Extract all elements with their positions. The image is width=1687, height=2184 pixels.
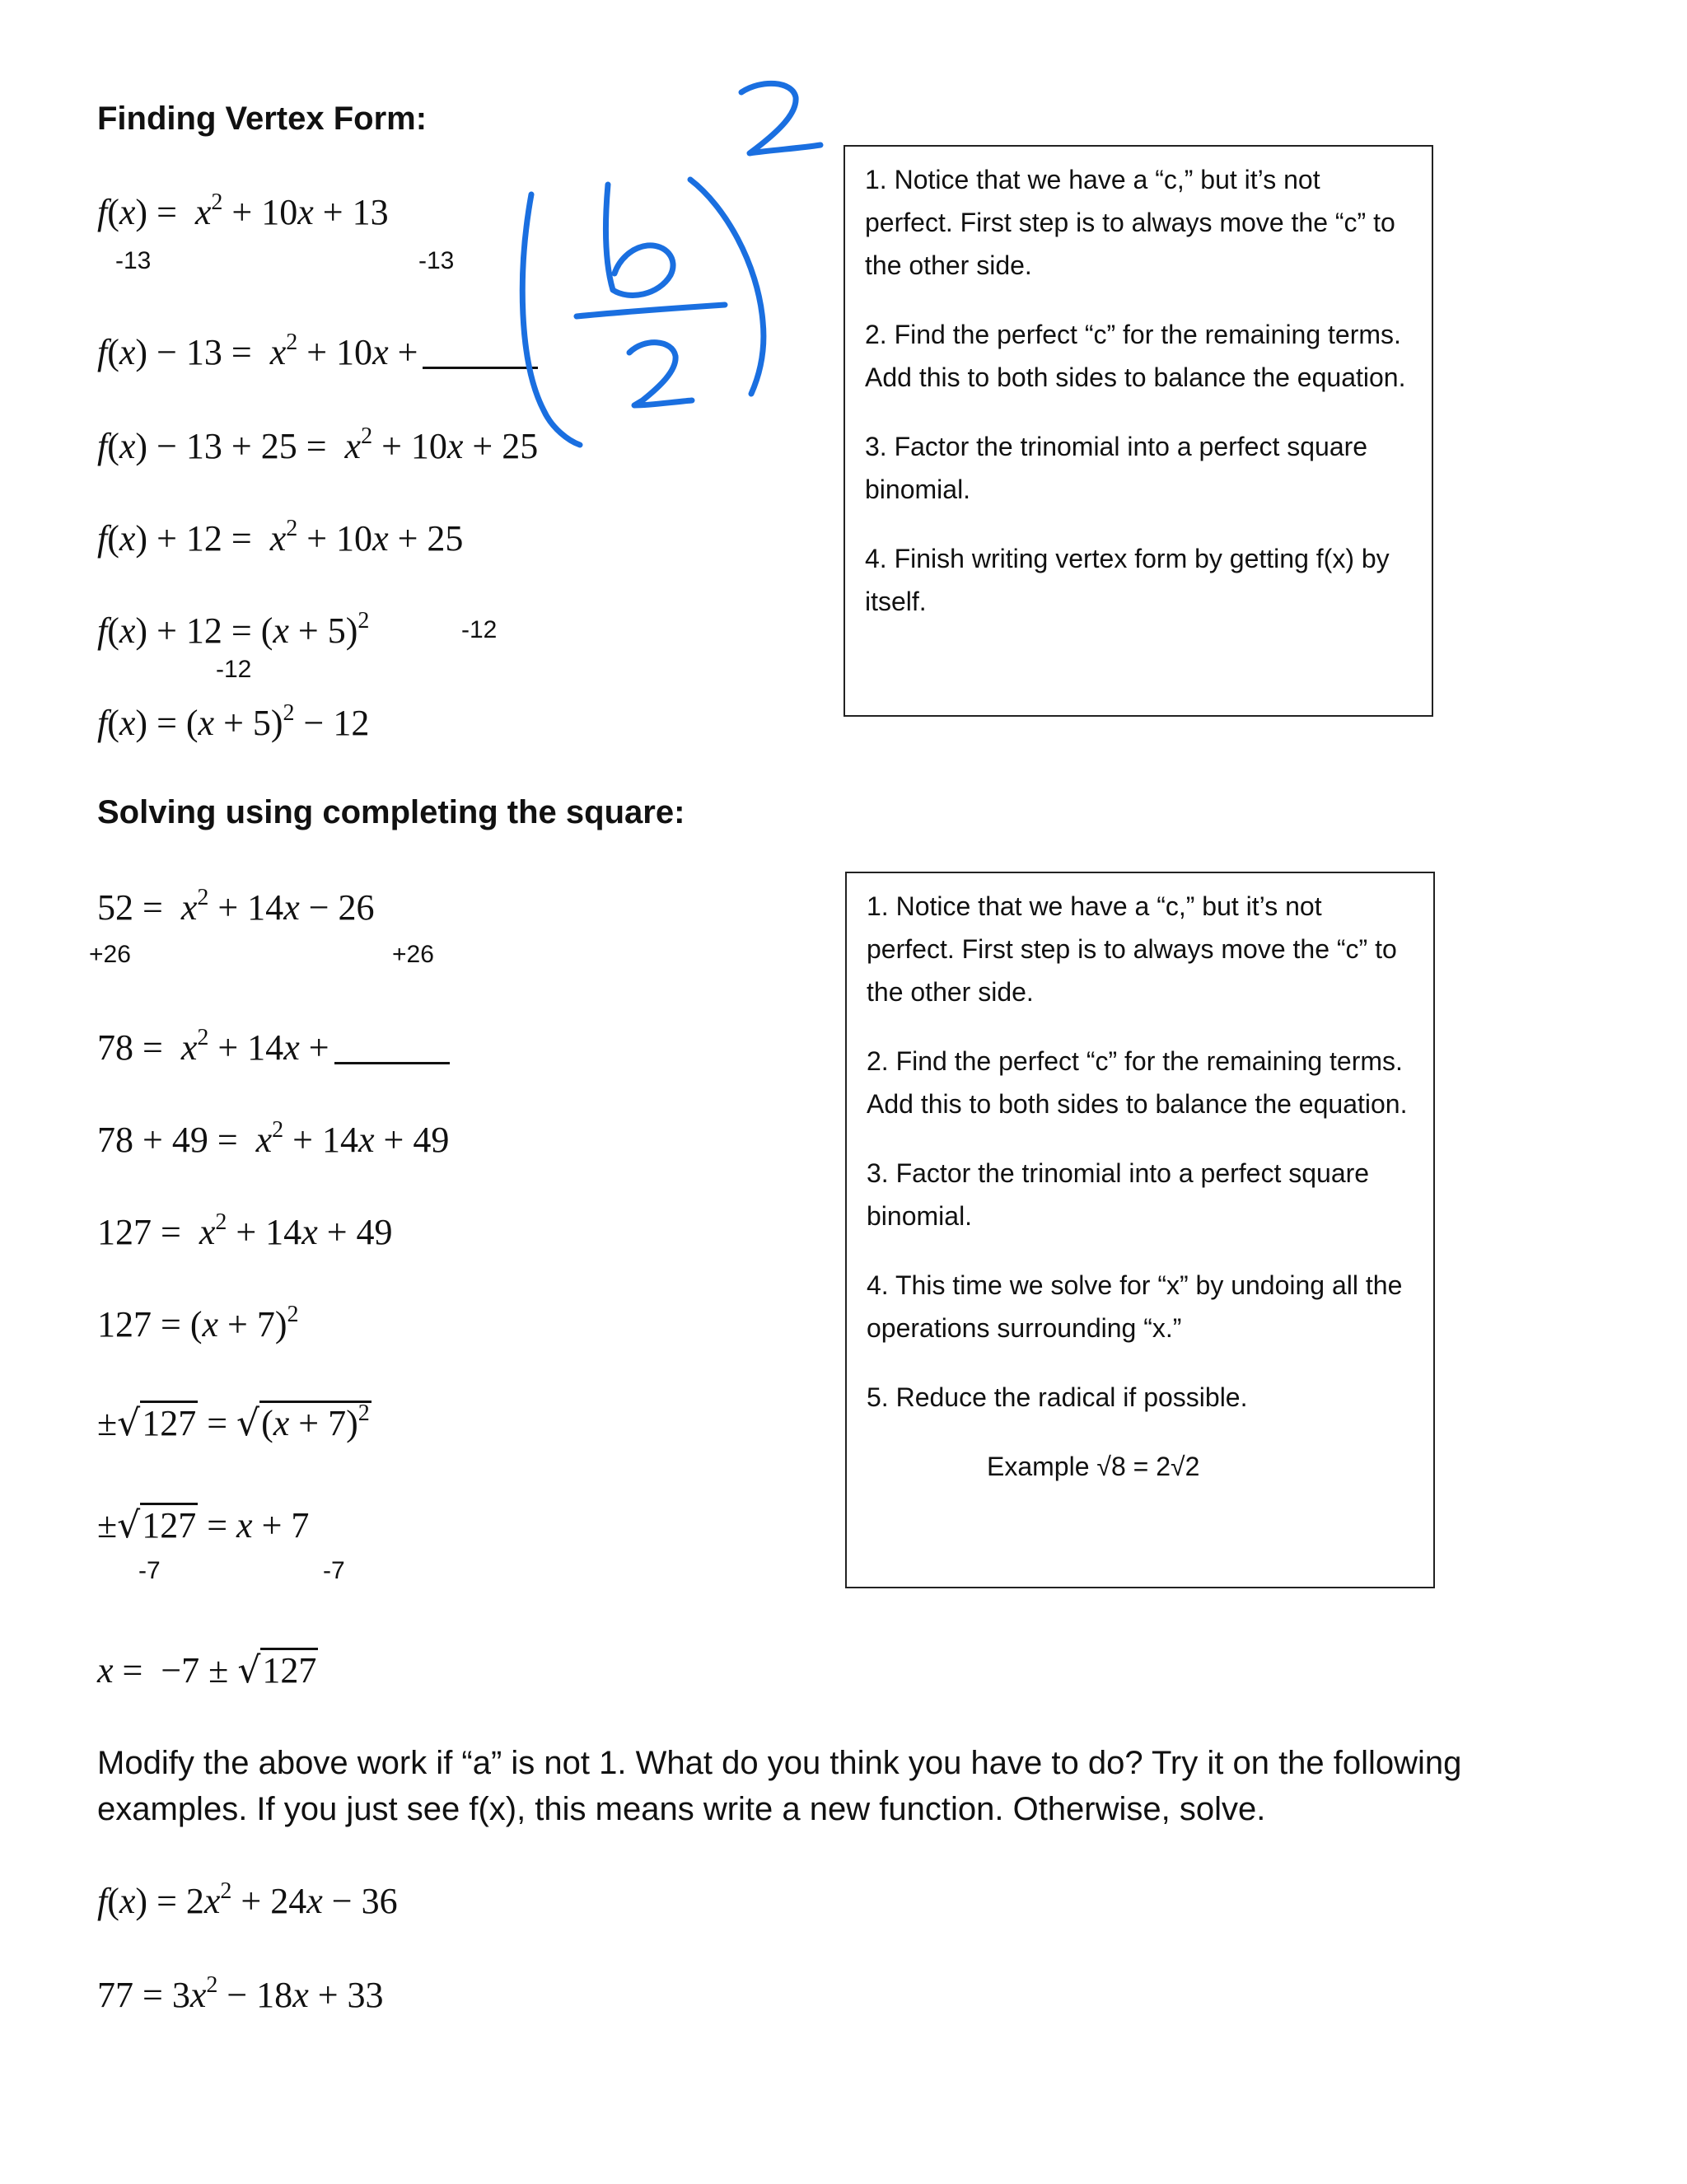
vertex-step-4: 4. Finish writing vertex form by getting f(x) by itself. — [865, 544, 1390, 616]
solving-eq8: x = −7 ± √127 — [97, 1649, 317, 1691]
solving-adj7-left: -7 — [138, 1557, 161, 1584]
solving-step-2: 2. Find the perfect “c” for the remaining terms. Add this to both sides to balance the equation. — [867, 1046, 1408, 1119]
solving-adj1-left: +26 — [89, 941, 131, 968]
radical-example: Example √8 = 2√2 — [987, 1452, 1200, 1481]
vertex-adj1-right: -13 — [418, 247, 455, 274]
solving-eq4: $127 = x^2 + 14x + 49$ — [97, 1209, 393, 1252]
ink-letter-b — [606, 185, 674, 295]
solving-step-1: 1. Notice that we have a “c,” but it’s not perfect. First step is to always move the “c” to the other side. — [867, 891, 1397, 1007]
ink-exponent-2 — [741, 83, 820, 153]
vertex-eq1: $f(x) = x^2 + 10x + 13$ — [97, 189, 389, 232]
solving-heading: Solving using completing the square: — [97, 794, 685, 830]
vertex-adj1-left: -13 — [115, 247, 152, 274]
solving-step-4: 4. This time we solve for “x” by undoing all the operations surrounding “x.” — [867, 1270, 1403, 1343]
vertex-step-3: 3. Factor the trinomial into a perfect square binomial. — [865, 432, 1368, 504]
vertex-eq6: $f(x) = (x + 5)^2 - 12$ — [97, 700, 370, 743]
ink-strokes — [522, 83, 820, 445]
solving-eq3: $78 + 49 = x^2 + 14x + 49$ — [97, 1117, 450, 1160]
ink-fraction-bar — [577, 305, 725, 316]
vertex-eq3: $f(x) - 13 + 25 = x^2 + 10x + 25$ — [97, 423, 539, 466]
vertex-step-1: 1. Notice that we have a “c,” but it’s not perfect. First step is to always move the “c” to the other side. — [865, 165, 1395, 280]
solving-step-5: 5. Reduce the radical if possible. — [867, 1382, 1248, 1412]
solving-step-3: 3. Factor the trinomial into a perfect square binomial. — [867, 1158, 1370, 1231]
vertex-eq5: $f(x) + 12 = (x + 5)^2$ — [97, 608, 370, 651]
vertex-adj5-right: -12 — [461, 616, 498, 643]
solving-eq6: $\pm√127 = √(x + 7)^2$ — [97, 1401, 370, 1444]
vertex-eq2: $f(x) - 13 = x^2 + 10x$ + — [97, 331, 538, 373]
solving-eq5: $127 = (x + 7)^2$ — [97, 1302, 299, 1345]
vertex-heading: Finding Vertex Form: — [97, 101, 428, 137]
ink-denominator-2 — [629, 343, 692, 405]
solving-eq2: $78 = x^2 + 14x$ + — [97, 1027, 450, 1069]
vertex-step-2: 2. Find the perfect “c” for the remaining terms. Add this to both sides to balance the equation. — [865, 320, 1406, 392]
vertex-adj5-left: -12 — [216, 656, 252, 683]
exercise-1: $f(x) = 2x^2 + 24x - 36$ — [97, 1878, 398, 1921]
solving-adj7-right: -7 — [323, 1557, 345, 1584]
ink-left-paren — [522, 194, 580, 445]
solving-eq7: ±√127 = x + 7 — [97, 1504, 310, 1546]
solving-adj1-right: +26 — [392, 941, 434, 968]
modify-prompt: Modify the above work if “a” is not 1. What do you think you have to do? Try it on the following examples. If you just see f(x), this means write a new function. Otherwise, solve. — [97, 1745, 1462, 1827]
ink-right-paren — [690, 180, 764, 394]
solving-eq1: $52 = x^2 + 14x - 26$ — [97, 885, 375, 928]
exercise-2: $77 = 3x^2 - 18x + 33$ — [97, 1972, 384, 2015]
vertex-eq4: $f(x) + 12 = x^2 + 10x + 25$ — [97, 516, 464, 559]
